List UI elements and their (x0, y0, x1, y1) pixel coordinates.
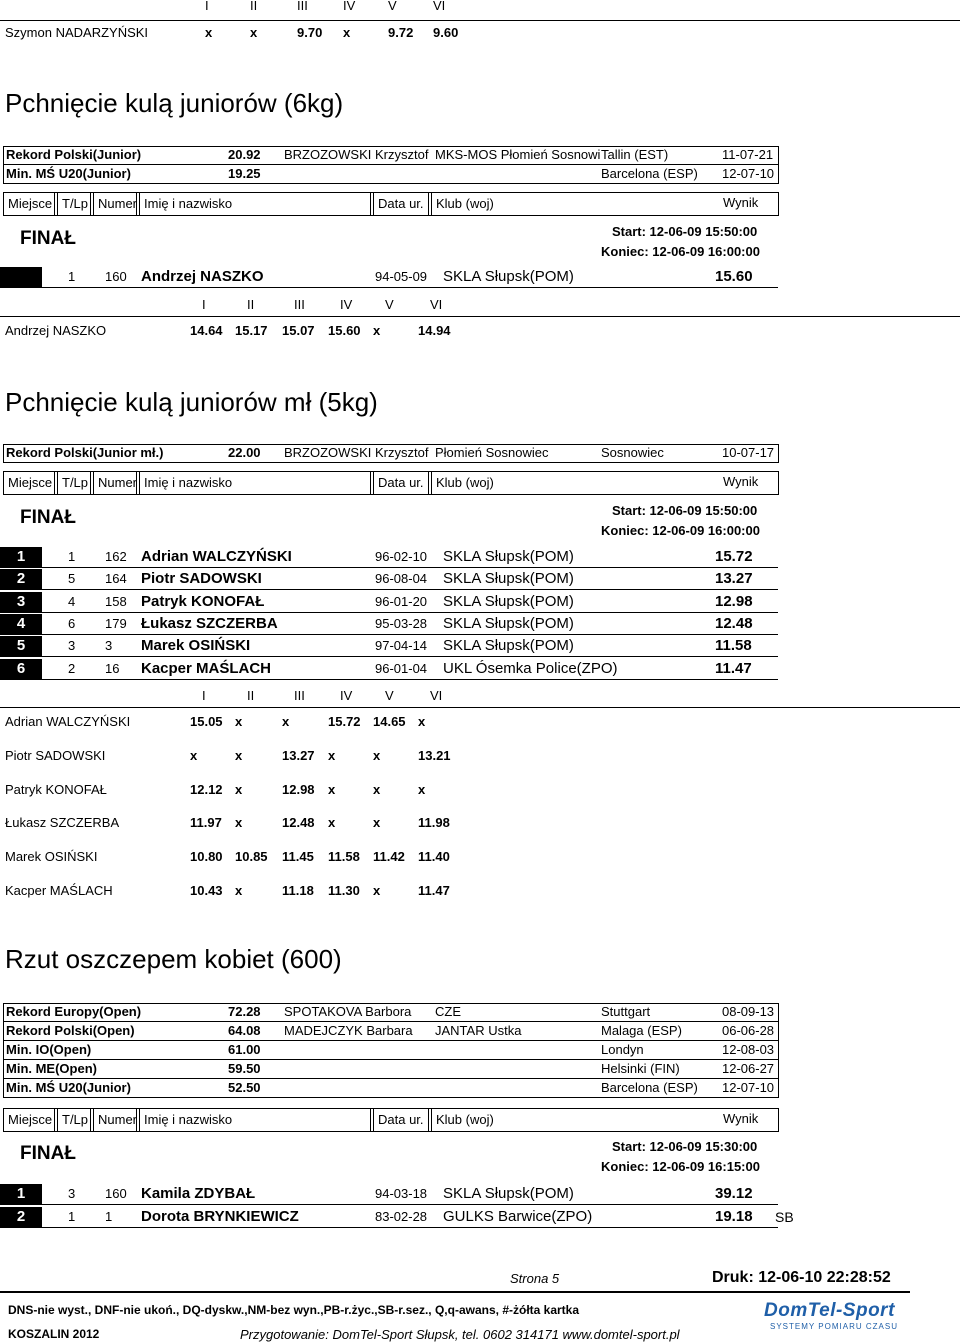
series-attempt: x (328, 782, 336, 797)
result-value: 12.48 (715, 615, 753, 632)
result-number: 16 (105, 661, 120, 676)
column-header: Imię i nazwisko (139, 1108, 371, 1132)
result-value: 13.27 (715, 570, 753, 587)
result-tlp: 6 (68, 616, 76, 631)
result-number: 1 (105, 1209, 113, 1224)
series-athlete-name: Adrian WALCZYŃSKI (5, 714, 131, 729)
result-number: 3 (105, 638, 113, 653)
column-header: Numer (93, 471, 137, 495)
prepared-by: Przygotowanie: DomTel-Sport Słupsk, tel. 0602 314171 www.domtel-sport.pl (240, 1327, 680, 1342)
result-value: 39.12 (715, 1185, 753, 1202)
column-header: Numer (93, 192, 137, 216)
start-time: Start: 12-06-09 15:50:00 (612, 224, 758, 239)
result-number: 160 (105, 1186, 127, 1201)
result-dob: 96-08-04 (375, 571, 428, 586)
attempt-header: II (247, 688, 255, 703)
logo-subtext: SYSTEMY POMIARU CZASU (770, 1322, 898, 1331)
column-header: Data ur. (373, 471, 429, 495)
result-club: SKLA Słupsk(POM) (443, 570, 574, 587)
series-athlete-name: Kacper MAŚLACH (5, 883, 113, 898)
series-athlete-name: Łukasz SZCZERBA (5, 815, 120, 830)
result-club: SKLA Słupsk(POM) (443, 637, 574, 654)
record-value: 19.25 (228, 166, 261, 181)
place-badge: 2 (0, 569, 42, 589)
series-attempt: x (235, 815, 243, 830)
result-club: SKLA Słupsk(POM) (443, 548, 574, 565)
record-club: JANTAR Ustka (435, 1023, 522, 1038)
result-club: SKLA Słupsk(POM) (443, 268, 574, 285)
result-row-line (0, 634, 778, 635)
record-label: Rekord Europy(Open) (6, 1004, 142, 1019)
series-attempt: 10.43 (190, 883, 223, 898)
place-badge: 2 (0, 1207, 42, 1227)
attempt-header: IV (343, 0, 356, 13)
result-value: 12.98 (715, 593, 753, 610)
record-holder: MADEJCZYK Barbara (284, 1023, 413, 1038)
place-badge: 6 (0, 659, 42, 679)
result-row-line (0, 287, 778, 288)
result-club: GULKS Barwice(ZPO) (443, 1208, 593, 1225)
result-value: 11.47 (715, 660, 752, 677)
city-year: KOSZALIN 2012 (8, 1327, 100, 1341)
result-row-line (0, 589, 778, 590)
result-value: 19.18 (715, 1208, 753, 1225)
page-number: Strona 5 (510, 1271, 560, 1286)
column-header: Data ur. (373, 1108, 429, 1132)
series-attempt: x (282, 714, 290, 729)
series-attempt: 13.21 (418, 748, 451, 763)
record-place: Barcelona (ESP) (601, 1080, 698, 1095)
divider (0, 20, 960, 21)
final-label: FINAŁ (20, 1143, 76, 1164)
column-header: Miejsce (3, 192, 55, 216)
series-attempt: x (235, 782, 243, 797)
result-number: 158 (105, 594, 127, 609)
series-attempt: 9.72 (388, 25, 414, 40)
attempt-header: V (385, 297, 394, 312)
series-attempt: 14.94 (418, 323, 451, 338)
result-dob: 97-04-14 (375, 638, 428, 653)
series-attempt: 12.48 (282, 815, 315, 830)
column-header: Imię i nazwisko (139, 471, 371, 495)
series-attempt: 9.60 (433, 25, 459, 40)
series-attempt: 11.97 (190, 815, 222, 830)
series-attempt: 13.27 (282, 748, 315, 763)
record-place: Londyn (601, 1042, 644, 1057)
result-club: UKL Ósemka Police(ZPO) (443, 660, 618, 677)
record-label: Min. ME(Open) (6, 1061, 97, 1076)
series-attempt: 14.64 (190, 323, 223, 338)
record-club: CZE (435, 1004, 461, 1019)
record-date: 12-07-10 (722, 1080, 775, 1095)
record-label: Min. IO(Open) (6, 1042, 92, 1057)
result-name: Andrzej NASZKO (141, 268, 264, 285)
series-attempt: x (235, 714, 243, 729)
series-attempt: 11.47 (418, 883, 450, 898)
series-attempt: x (418, 714, 426, 729)
record-place: Helsinki (FIN) (601, 1061, 680, 1076)
series-attempt: 11.40 (418, 849, 450, 864)
place-badge: 3 (0, 592, 42, 612)
record-value: 20.92 (228, 147, 261, 162)
attempt-header: I (205, 0, 209, 13)
result-row-line (0, 1227, 778, 1228)
column-header: Wynik (723, 195, 759, 210)
column-header: Numer (93, 1108, 137, 1132)
series-attempt: 11.42 (373, 849, 405, 864)
series-athlete-name: Patryk KONOFAŁ (5, 782, 107, 797)
series-athlete-name: Szymon NADARZYŃSKI (5, 25, 149, 40)
record-place: Stuttgart (601, 1004, 651, 1019)
series-attempt: x (418, 782, 426, 797)
result-name: Adrian WALCZYŃSKI (141, 548, 292, 565)
start-time: Start: 12-06-09 15:50:00 (612, 503, 758, 518)
result-value: 15.72 (715, 548, 753, 565)
result-dob: 96-02-10 (375, 549, 428, 564)
record-label: Min. MŚ U20(Junior) (6, 166, 131, 181)
series-attempt: x (373, 815, 381, 830)
record-place: Malaga (ESP) (601, 1023, 682, 1038)
result-tlp: 4 (68, 594, 76, 609)
result-club: SKLA Słupsk(POM) (443, 615, 574, 632)
result-tlp: 5 (68, 571, 76, 586)
attempt-header: III (297, 0, 308, 13)
series-attempt: x (235, 748, 243, 763)
series-attempt: 12.98 (282, 782, 315, 797)
column-header: Klub (woj) (431, 1108, 779, 1132)
series-attempt: 10.80 (190, 849, 223, 864)
result-club: SKLA Słupsk(POM) (443, 1185, 574, 1202)
record-row (3, 1041, 779, 1060)
record-date: 08-09-13 (722, 1004, 775, 1019)
series-attempt: x (373, 748, 381, 763)
attempt-header: VI (433, 0, 446, 13)
result-tlp: 1 (68, 1209, 76, 1224)
section-title: Rzut oszczepem kobiet (600) (5, 944, 342, 974)
attempt-header: I (202, 297, 206, 312)
series-attempt: x (328, 748, 336, 763)
result-name: Dorota BRYNKIEWICZ (141, 1208, 299, 1225)
record-club: MKS-MOS Płomień Sosnowi (435, 147, 601, 162)
place-badge: 4 (0, 614, 42, 634)
series-attempt: 15.60 (328, 323, 361, 338)
result-dob: 94-03-18 (375, 1186, 428, 1201)
record-holder: BRZOZOWSKI Krzysztof (284, 147, 429, 162)
attempt-header: I (202, 688, 206, 703)
record-value: 59.50 (228, 1061, 261, 1076)
series-attempt: 12.12 (190, 782, 223, 797)
column-header: Data ur. (373, 192, 429, 216)
end-time: Koniec: 12-06-09 16:00:00 (601, 523, 760, 538)
result-dob: 83-02-28 (375, 1209, 428, 1224)
series-attempt: 11.30 (328, 883, 360, 898)
result-tlp: 1 (68, 269, 76, 284)
column-header: Miejsce (3, 1108, 55, 1132)
result-note: SB (775, 1209, 794, 1225)
result-name: Łukasz SZCZERBA (141, 615, 278, 632)
series-attempt: x (373, 883, 381, 898)
record-value: 61.00 (228, 1042, 261, 1057)
result-number: 179 (105, 616, 127, 631)
result-dob: 95-03-28 (375, 616, 428, 631)
result-row-line (0, 612, 778, 613)
series-attempt: x (328, 815, 336, 830)
result-tlp: 3 (68, 1186, 76, 1201)
series-attempt: x (373, 323, 381, 338)
end-time: Koniec: 12-06-09 16:00:00 (601, 244, 760, 259)
result-value: 11.58 (715, 637, 752, 654)
column-header: T/Lp (57, 471, 91, 495)
attempt-header: VI (430, 297, 443, 312)
attempt-header: V (385, 688, 394, 703)
record-holder: BRZOZOWSKI Krzysztof (284, 445, 429, 460)
divider (0, 707, 960, 708)
series-attempt: 11.18 (282, 883, 314, 898)
result-tlp: 2 (68, 661, 76, 676)
section-title: Pchnięcie kulą juniorów (6kg) (5, 88, 344, 118)
result-name: Marek OSIŃSKI (141, 637, 251, 654)
result-row-line (0, 567, 778, 568)
attempt-header: II (247, 297, 255, 312)
result-row-line (0, 656, 778, 657)
result-number: 162 (105, 549, 127, 564)
record-date: 06-06-28 (722, 1023, 775, 1038)
place-badge (0, 267, 42, 287)
series-attempt: x (343, 25, 351, 40)
logo-text: DomTel-Sport (764, 1300, 895, 1321)
record-value: 52.50 (228, 1080, 261, 1095)
attempt-header: III (294, 297, 305, 312)
result-name: Kamila ZDYBAŁ (141, 1185, 256, 1202)
attempt-header: III (294, 688, 305, 703)
place-badge: 1 (0, 1184, 42, 1204)
place-badge: 5 (0, 636, 42, 656)
place-badge: 1 (0, 547, 42, 567)
column-header: Klub (woj) (431, 192, 779, 216)
series-attempt: x (250, 25, 258, 40)
series-attempt: x (373, 782, 381, 797)
result-dob: 94-05-09 (375, 269, 428, 284)
record-place: Barcelona (ESP) (601, 166, 698, 181)
column-header: Wynik (723, 474, 759, 489)
result-row-line (0, 679, 778, 680)
record-date: 12-07-10 (722, 166, 775, 181)
attempt-header: VI (430, 688, 443, 703)
divider (0, 316, 960, 317)
series-attempt: 10.85 (235, 849, 268, 864)
series-attempt: 11.58 (328, 849, 360, 864)
record-label: Rekord Polski(Junior) (6, 147, 142, 162)
final-label: FINAŁ (20, 228, 76, 249)
column-header-frame (3, 192, 779, 216)
record-date: 11-07-21 (722, 147, 774, 162)
record-label: Rekord Polski(Junior mł.) (6, 445, 164, 460)
result-name: Piotr SADOWSKI (141, 570, 262, 587)
attempt-header: IV (340, 297, 353, 312)
record-date: 10-07-17 (722, 445, 775, 460)
result-name: Patryk KONOFAŁ (141, 593, 265, 610)
record-date: 12-08-03 (722, 1042, 775, 1057)
result-tlp: 3 (68, 638, 76, 653)
start-time: Start: 12-06-09 15:30:00 (612, 1139, 758, 1154)
attempt-header: IV (340, 688, 353, 703)
result-number: 164 (105, 571, 127, 586)
record-date: 12-06-27 (722, 1061, 775, 1076)
column-header: Miejsce (3, 471, 55, 495)
column-header: Klub (woj) (431, 471, 779, 495)
print-time: Druk: 12-06-10 22:28:52 (712, 1269, 891, 1286)
column-header: T/Lp (57, 192, 91, 216)
record-label: Min. MŚ U20(Junior) (6, 1080, 131, 1095)
record-value: 72.28 (228, 1004, 261, 1019)
series-attempt: 15.72 (328, 714, 361, 729)
record-label: Rekord Polski(Open) (6, 1023, 135, 1038)
result-dob: 96-01-04 (375, 661, 428, 676)
column-header-frame (3, 471, 779, 495)
record-place: Tallin (EST) (601, 147, 669, 162)
record-place: Sosnowiec (601, 445, 664, 460)
column-header-frame (3, 1108, 779, 1132)
column-header: Imię i nazwisko (139, 192, 371, 216)
series-attempt: x (190, 748, 198, 763)
series-attempt: 11.98 (418, 815, 450, 830)
record-value: 64.08 (228, 1023, 261, 1038)
legend: DNS-nie wyst., DNF-nie ukoń., DQ-dyskw.,NM-bez wyn.,PB-r.życ.,SB-r.sez., Q,q-awans, #-żółta kartka (8, 1303, 580, 1317)
result-tlp: 1 (68, 549, 76, 564)
attempt-header: II (250, 0, 258, 13)
section-title: Pchnięcie kulą juniorów mł (5kg) (5, 387, 378, 417)
series-attempt: x (205, 25, 213, 40)
series-attempt: 11.45 (282, 849, 314, 864)
series-attempt: 9.70 (297, 25, 323, 40)
result-number: 160 (105, 269, 127, 284)
result-row-line (0, 1204, 778, 1205)
series-athlete-name: Andrzej NASZKO (5, 323, 107, 338)
record-club: Płomień Sosnowiec (435, 445, 549, 460)
series-athlete-name: Piotr SADOWSKI (5, 748, 106, 763)
result-value: 15.60 (715, 268, 753, 285)
footer-divider (0, 1291, 910, 1293)
record-value: 22.00 (228, 445, 261, 460)
logo (764, 1300, 904, 1340)
attempt-header: V (388, 0, 397, 13)
result-name: Kacper MAŚLACH (141, 660, 272, 677)
column-header: Wynik (723, 1111, 759, 1126)
result-dob: 96-01-20 (375, 594, 428, 609)
end-time: Koniec: 12-06-09 16:15:00 (601, 1159, 760, 1174)
series-athlete-name: Marek OSIŃSKI (5, 849, 98, 864)
column-header: T/Lp (57, 1108, 91, 1132)
series-attempt: 15.05 (190, 714, 223, 729)
final-label: FINAŁ (20, 507, 76, 528)
record-holder: SPOTAKOVA Barbora (284, 1004, 412, 1019)
series-attempt: 14.65 (373, 714, 406, 729)
result-club: SKLA Słupsk(POM) (443, 593, 574, 610)
series-attempt: 15.17 (235, 323, 268, 338)
series-attempt: x (235, 883, 243, 898)
series-attempt: 15.07 (282, 323, 315, 338)
